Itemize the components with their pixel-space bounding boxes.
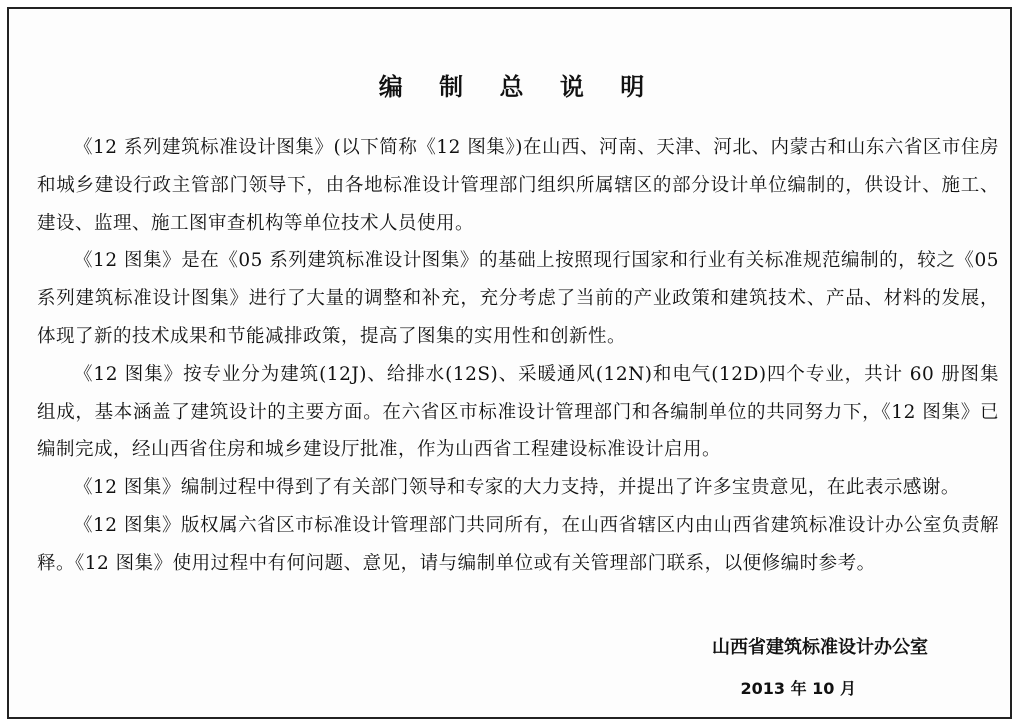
paragraph-5: 《12 图集》版权属六省区市标准设计管理部门共同所有，在山西省辖区内由山西省建筑标准设计办公室负责解释。《12 图集》使用过程中有何问题、意见，请与编制单位或有关管理部门联系，以便修编时参考。 (37, 514, 999, 574)
paragraph-4: 《12 图集》编制过程中得到了有关部门领导和专家的大力支持，并提出了许多宝贵意见，在此表示感谢。 (74, 477, 960, 499)
paragraph-2: 《12 图集》是在《05 系列建筑标准设计图集》的基础上按照现行国家和行业有关标准规范编制的，较之《05 系列建筑标准设计图集》进行了大量的调整和补充，充分考虑了当前的产业政策和建筑技术、产品、材料的发展，体现了新的技术成果和节能减排政策，提高了图集的实用性和创新性。 (37, 250, 999, 347)
document-title: 编 制 总 说 明 (378, 73, 659, 101)
document-frame (7, 7, 1012, 719)
paragraph-1: 《12 系列建筑标准设计图集》(以下简称《12 图集》)在山西、河南、天津、河北、内蒙古和山东六省区市住房和城乡建设行政主管部门领导下，由各地标准设计管理部门组织所属辖区的部分设计单位编制的，供设计、施工、建设、监理、施工图审查机构等单位技术人员使用。 (37, 137, 999, 234)
signature-organization: 山西省建筑标准设计办公室 (712, 637, 928, 658)
signature-date: 2013 年 10 月 (740, 679, 856, 698)
document-body (37, 129, 999, 583)
paragraph-3: 《12 图集》按专业分为建筑(12J)、给排水(12S)、采暖通风(12N)和电气(12D)四个专业，共计 60 册图集组成，基本涵盖了建筑设计的主要方面。在六省区市标准设计管理部门和各编制单位的共同努力下，《12 图集》已编制完成，经山西省住房和城乡建设厅批准，作为山西省工程建设标准设计启用。 (37, 363, 999, 461)
